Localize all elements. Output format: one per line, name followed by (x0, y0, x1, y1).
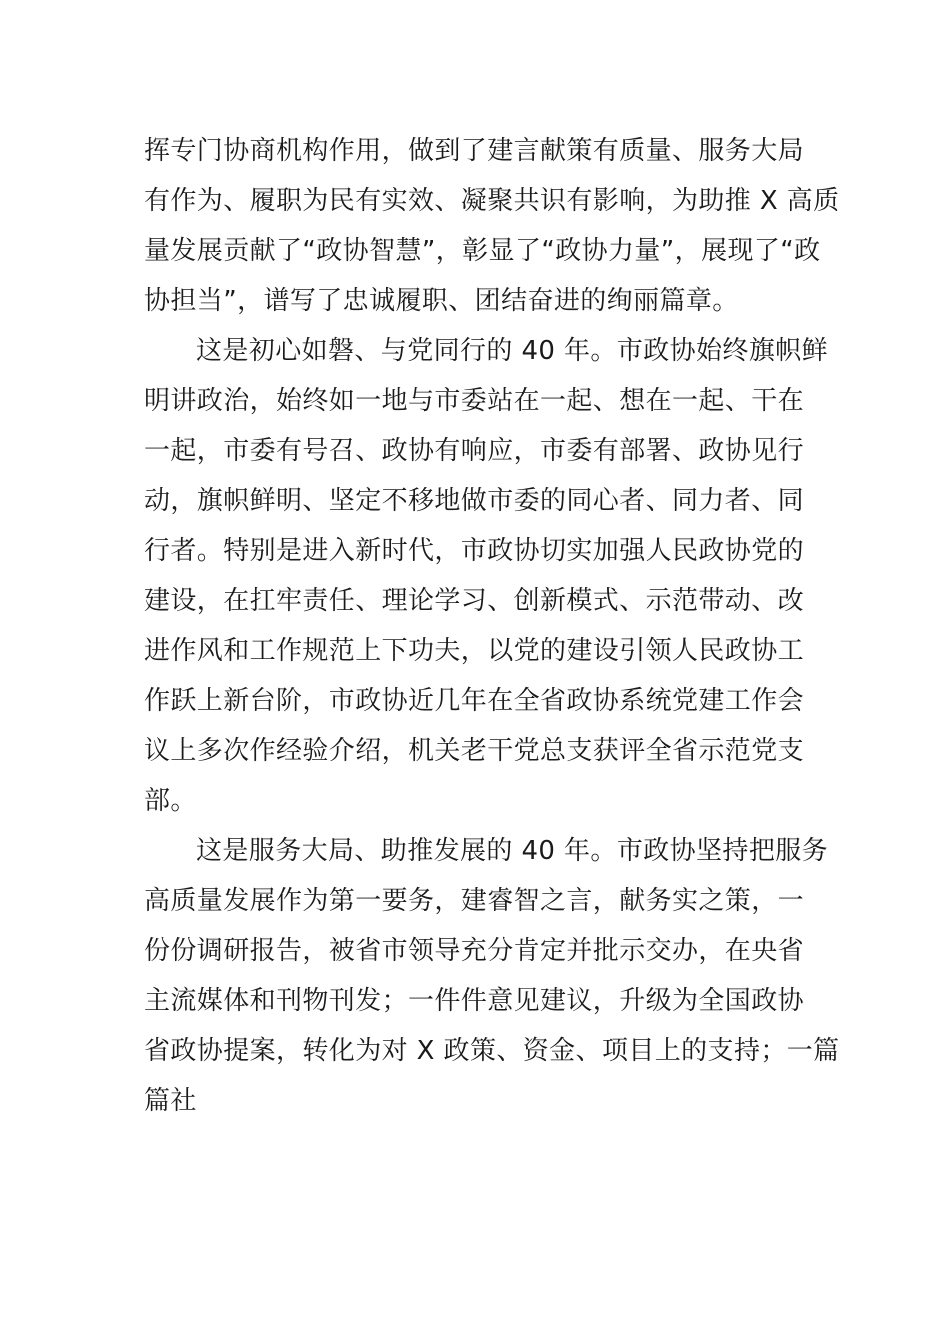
text-line: 这是服务大局、助推发展的 40 年。市政协坚持把服务 (196, 836, 829, 866)
text-line: 一起，市委有号召、政协有响应，市委有部署、政协见行 (144, 436, 805, 466)
text-line: 份份调研报告，被省市领导充分肯定并批示交办，在央省 (144, 936, 805, 966)
text-line: 量发展贡献了“政协智慧”，彰显了“政协力量”，展现了“政 (144, 236, 821, 266)
text-line: 有作为、履职为民有实效、凝聚共识有影响，为助推 X 高质 (144, 186, 840, 216)
text-line: 部。 (144, 786, 197, 816)
text-line: 行者。特别是进入新时代，市政协切实加强人民政协党的 (144, 536, 805, 566)
document-body (144, 126, 840, 1126)
text-line: 议上多次作经验介绍，机关老干党总支获评全省示范党支 (144, 736, 805, 766)
paragraph-continuation (144, 126, 840, 326)
text-line: 高质量发展作为第一要务，建睿智之言，献务实之策，一 (144, 886, 805, 916)
text-line: 建设，在扛牢责任、理论学习、创新模式、示范带动、改 (144, 586, 805, 616)
text-line: 进作风和工作规范上下功夫，以党的建设引领人民政协工 (144, 636, 805, 666)
text-line: 挥专门协商机构作用，做到了建言献策有质量、服务大局 (144, 136, 805, 166)
text-line: 动，旗帜鲜明、坚定不移地做市委的同心者、同力者、同 (144, 486, 805, 516)
text-line: 篇社 (144, 1086, 197, 1116)
text-line: 省政协提案，转化为对 X 政策、资金、项目上的支持；一篇 (144, 1036, 840, 1066)
paragraph-serving-development (144, 826, 840, 1126)
text-line: 作跃上新台阶，市政协近几年在全省政协系统党建工作会 (144, 686, 805, 716)
text-line: 主流媒体和刊物刊发；一件件意见建议，升级为全国政协 (144, 986, 805, 1016)
text-line: 这是初心如磐、与党同行的 40 年。市政协始终旗帜鲜 (196, 336, 829, 366)
paragraph-party-loyalty (144, 326, 829, 826)
text-line: 明讲政治，始终如一地与市委站在一起、想在一起、干在 (144, 386, 805, 416)
text-line: 协担当”，谱写了忠诚履职、团结奋进的绚丽篇章。 (144, 286, 739, 316)
